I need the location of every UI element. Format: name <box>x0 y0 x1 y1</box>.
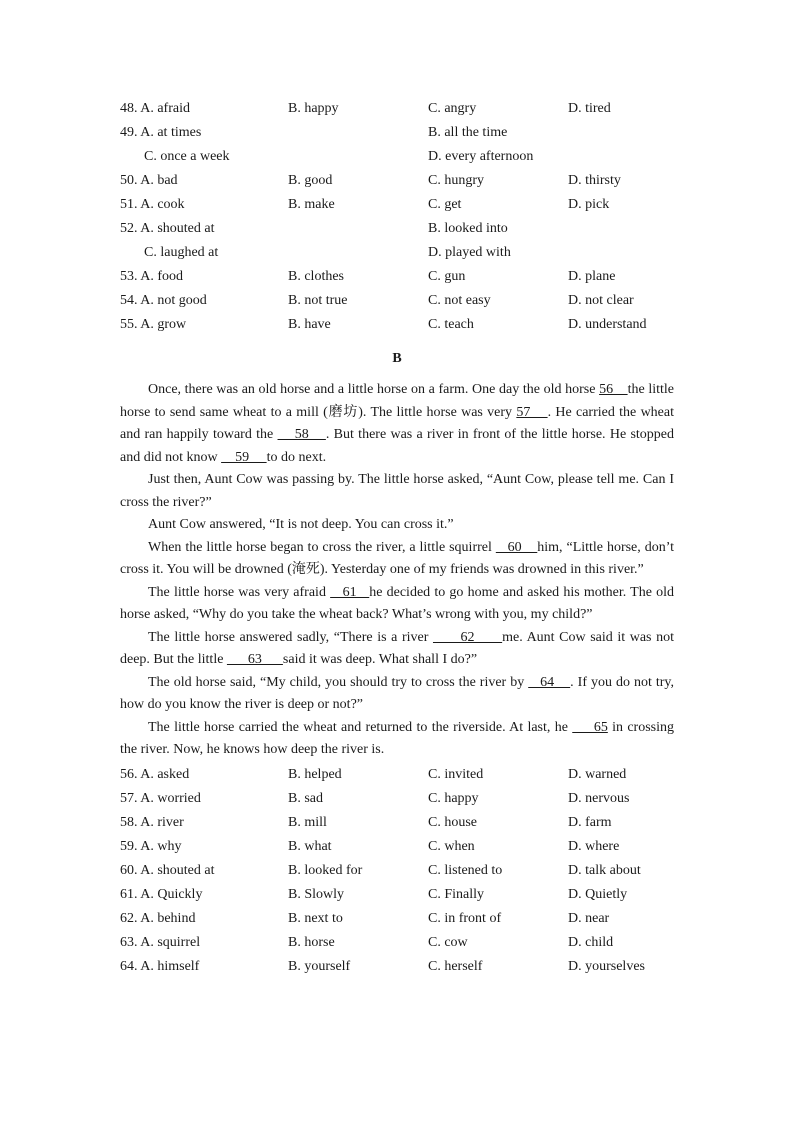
cloze-blank: 62 <box>432 629 503 645</box>
answer-option: 61. A. Quickly <box>120 886 203 902</box>
passage-text: the little horse to send same wheat to a mill (磨坊). The little horse was very <box>120 382 675 420</box>
answer-option: D. near <box>568 910 610 926</box>
question-option-row <box>120 835 674 859</box>
cloze-blank: 56 <box>599 382 628 397</box>
answer-option: C. get <box>428 197 462 212</box>
question-option-row <box>120 811 674 835</box>
answer-option: C. teach <box>428 317 474 332</box>
answer-option: D. talk about <box>568 862 641 878</box>
answer-option: C. house <box>428 814 477 830</box>
answer-option: D. child <box>568 934 614 950</box>
passage-text: said it was deep. What shall I do?” <box>282 652 478 667</box>
answer-option: 63. A. squirrel <box>120 934 201 950</box>
answer-option: C. happy <box>428 790 479 806</box>
answer-option: 62. A. behind <box>120 910 196 926</box>
question-option-row <box>120 121 674 145</box>
answer-option: 51. A. cook <box>120 197 185 212</box>
answer-option: D. not clear <box>568 293 634 308</box>
passage-text: The old horse said, “My child, you should try to cross the river by <box>148 674 529 690</box>
passage-paragraph <box>120 627 674 672</box>
answer-option: D. every afternoon <box>428 149 534 164</box>
answer-option: 56. A. asked <box>120 766 190 782</box>
question-option-row <box>120 265 674 289</box>
passage-paragraph <box>120 672 674 717</box>
answer-option: C. not easy <box>428 293 491 308</box>
question-option-row <box>120 883 674 907</box>
question-option-row <box>120 193 674 217</box>
answer-option: C. once a week <box>144 149 230 164</box>
answer-option: 52. A. shouted at <box>120 221 215 236</box>
answer-option: B. Slowly <box>288 886 345 902</box>
cloze-blank: 57 <box>516 404 548 420</box>
answer-option: D. pick <box>568 197 610 212</box>
question-option-row <box>120 859 674 883</box>
cloze-blank: 63 <box>226 652 283 667</box>
answer-option: 55. A. grow <box>120 317 187 332</box>
question-option-row <box>120 169 674 193</box>
question-option-row <box>120 217 674 241</box>
answer-option: B. next to <box>288 910 343 926</box>
answer-option: B. all the time <box>428 125 508 140</box>
cloze-blank: 65 <box>572 719 608 735</box>
passage-text: Just then, Aunt Cow was passing by. The little horse asked, “Aunt Cow, please tell me. Can I cross the river?” <box>120 472 674 510</box>
answer-option: B. clothes <box>288 269 344 284</box>
passage-text: The little horse was very afraid <box>148 584 331 600</box>
passage-text: to do next. <box>266 449 327 465</box>
answer-option: D. understand <box>568 317 647 332</box>
answer-option: B. what <box>288 838 332 854</box>
answer-option: B. mill <box>288 814 327 830</box>
answer-option: 53. A. food <box>120 269 183 284</box>
answer-option: D. thirsty <box>568 173 621 188</box>
answer-option: B. yourself <box>288 958 351 974</box>
passage-text: him, “Little horse, don’t cross it. You will be drowned (淹死). Yesterday one of my friends was drowned in this river.” <box>120 539 674 577</box>
cloze-blank: 59 <box>221 449 267 465</box>
passage-text: Once, there was an old horse and a little horse on a farm. One day the old horse <box>148 382 600 397</box>
answer-option: B. not true <box>288 293 348 308</box>
question-option-row <box>120 313 674 337</box>
answer-option: C. when <box>428 838 475 854</box>
question-option-row <box>120 145 674 169</box>
answer-option: 48. A. afraid <box>120 101 190 116</box>
answer-option: B. horse <box>288 934 335 950</box>
answer-option: C. cow <box>428 934 468 950</box>
passage-text: The little horse answered sadly, “There is a river <box>148 629 433 645</box>
question-option-row <box>120 955 674 979</box>
answer-option: C. laughed at <box>144 245 219 260</box>
answer-option: D. where <box>568 838 620 854</box>
passage-paragraph <box>120 514 674 537</box>
passage-text: me. Aunt Cow said it was not deep. But the little <box>120 629 674 667</box>
answer-option: D. yourselves <box>568 958 645 974</box>
question-option-row <box>120 931 674 955</box>
answer-option: D. played with <box>428 245 511 260</box>
question-option-row <box>120 907 674 931</box>
passage-text: in crossing the river. Now, he knows how deep the river is. <box>120 719 675 757</box>
answer-option: D. farm <box>568 814 612 830</box>
cloze-passage <box>120 379 674 762</box>
answer-option: C. in front of <box>428 910 502 926</box>
cloze-blank: 61 <box>330 584 370 600</box>
answer-option: 50. A. bad <box>120 173 178 188</box>
passage-text: . But there was a river in front of the little horse. He stopped and did not know <box>120 427 675 465</box>
answer-option: D. Quietly <box>568 886 628 902</box>
passage-text: he decided to go home and asked his mother. The old horse asked, “Why do you take the wheat back? What’s wrong with you, my child?” <box>120 584 675 622</box>
passage-text: . He carried the wheat and ran happily toward the <box>120 404 675 442</box>
answer-option: 49. A. at times <box>120 125 202 140</box>
passage-text: . If you do not try, how do you know the river is deep or not?” <box>120 674 675 712</box>
answer-option: B. looked for <box>288 862 363 878</box>
answer-option: B. happy <box>288 101 339 116</box>
answer-option: C. herself <box>428 958 483 974</box>
answer-option: C. listened to <box>428 862 503 878</box>
answer-option: 59. A. why <box>120 838 182 854</box>
passage-paragraph <box>120 469 674 514</box>
answer-option: D. tired <box>568 101 611 116</box>
answer-option: D. plane <box>568 269 616 284</box>
answer-option: C. gun <box>428 269 466 284</box>
question-option-row <box>120 763 674 787</box>
answer-option: D. nervous <box>568 790 630 806</box>
answer-option: B. have <box>288 317 331 332</box>
passage-paragraph <box>120 379 674 469</box>
answer-option: C. invited <box>428 766 484 782</box>
answer-option: B. make <box>288 197 335 212</box>
answer-option: C. angry <box>428 101 477 116</box>
answer-option: D. warned <box>568 766 627 782</box>
question-option-row <box>120 787 674 811</box>
answer-option: 64. A. himself <box>120 958 200 974</box>
cloze-blank: 64 <box>528 674 571 690</box>
passage-paragraph <box>120 717 674 762</box>
question-option-row <box>120 241 674 265</box>
question-option-row <box>120 289 674 313</box>
section-b-heading: B <box>392 351 402 366</box>
passage-text: Aunt Cow answered, “It is not deep. You can cross it.” <box>148 517 454 532</box>
answer-option: B. helped <box>288 766 342 782</box>
answer-option: 54. A. not good <box>120 293 207 308</box>
answer-option: B. looked into <box>428 221 508 236</box>
answer-option: 60. A. shouted at <box>120 862 215 878</box>
cloze-blank: 60 <box>495 539 538 555</box>
passage-paragraph <box>120 582 674 627</box>
answer-option: 57. A. worried <box>120 790 201 806</box>
answer-option: C. hungry <box>428 173 484 188</box>
answer-option: B. good <box>288 173 333 188</box>
answer-option: C. Finally <box>428 886 485 902</box>
answer-option: B. sad <box>288 790 323 806</box>
exam-page <box>120 97 674 979</box>
options-section-a <box>120 97 674 337</box>
question-option-row <box>120 97 674 121</box>
passage-text: The little horse carried the wheat and returned to the riverside. At last, he <box>148 719 573 735</box>
passage-paragraph <box>120 537 674 582</box>
answer-option: 58. A. river <box>120 814 184 830</box>
options-section-b <box>120 763 674 979</box>
cloze-blank: 58 <box>277 427 326 442</box>
passage-text: When the little horse began to cross the river, a little squirrel <box>148 539 496 555</box>
